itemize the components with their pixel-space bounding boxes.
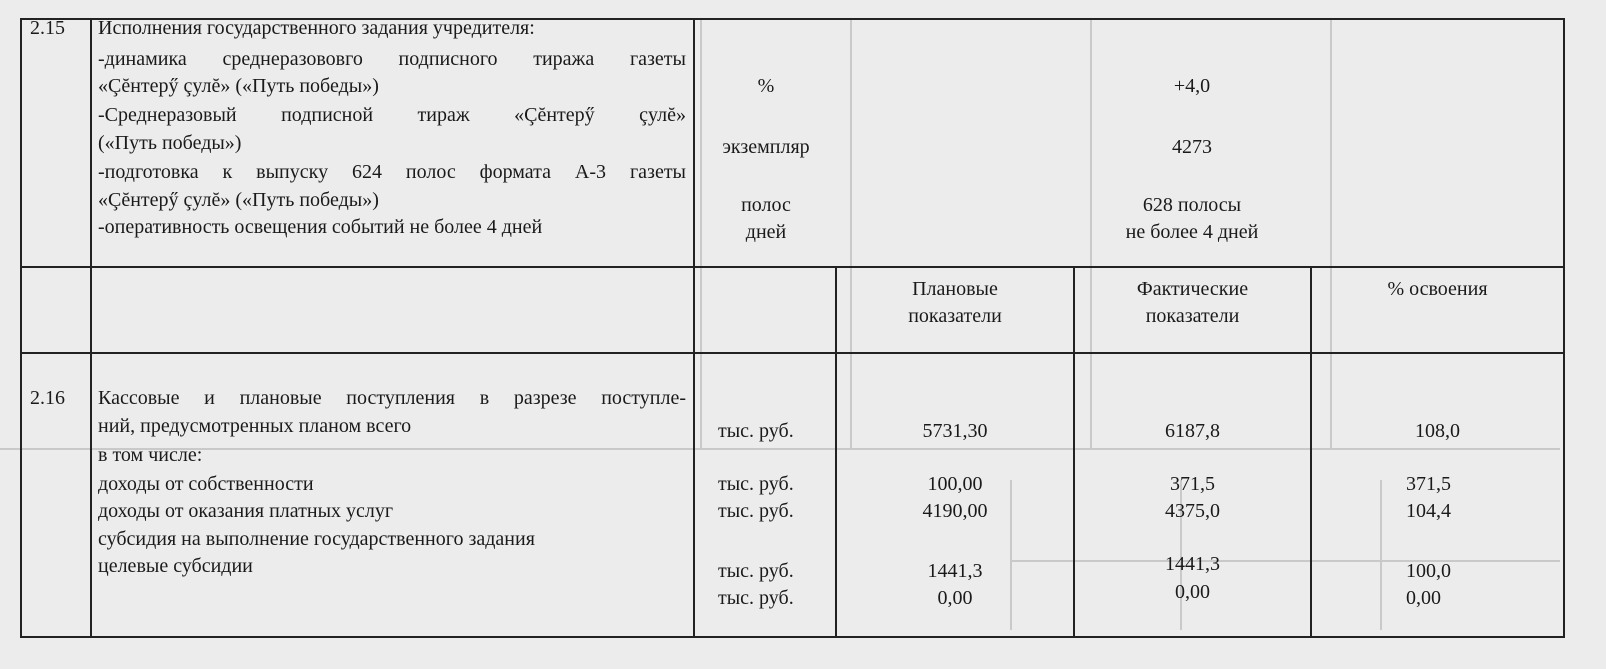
fact-value: 6187,8 <box>1165 420 1220 442</box>
fact-value: 4375,0 <box>1165 500 1220 522</box>
unit-cell: тыс. руб. <box>718 473 794 495</box>
percent-value: 371,5 <box>1406 473 1451 495</box>
plan-value: 5731,30 <box>922 420 988 442</box>
unit-cell: тыс. руб. <box>718 420 794 442</box>
description-line: -оперативность освещения событий не более 4 дней <box>98 216 543 238</box>
description-line: в том числе: <box>98 444 203 466</box>
description-line: доходы от собственности <box>98 473 314 495</box>
description-line: ний, предусмотренных планом всего <box>98 415 412 437</box>
description-line: («Путь победы») <box>98 132 242 154</box>
percent-value: 104,4 <box>1406 500 1451 522</box>
plan-value: 4190,00 <box>922 500 988 522</box>
unit-cell: тыс. руб. <box>718 587 794 609</box>
row-number: 2.15 <box>30 17 65 39</box>
description-line: «Çĕнтерӳ çулĕ» («Путь победы») <box>98 75 379 97</box>
percent-value: 100,0 <box>1406 560 1451 582</box>
plan-value: 1441,3 <box>927 560 983 582</box>
unit-cell: полос <box>741 194 791 216</box>
percent-value: 108,0 <box>1415 420 1460 442</box>
fact-value: 0,00 <box>1175 581 1210 603</box>
unit-cell: тыс. руб. <box>718 560 794 582</box>
unit-cell: % <box>757 75 775 97</box>
description-line: -Среднеразовый подписной тираж «Çĕнтерӳ çулĕ» <box>98 104 686 126</box>
fact-value: 371,5 <box>1170 473 1215 495</box>
value-cell: +4,0 <box>1173 75 1211 97</box>
description-line: доходы от оказания платных услуг <box>98 500 394 522</box>
header-fact: Фактические <box>1136 278 1249 300</box>
value-cell: 4273 <box>1172 136 1212 158</box>
fact-value: 1441,3 <box>1165 553 1220 575</box>
description-line: Кассовые и плановые поступления в разрезе поступле- <box>98 387 686 409</box>
row-number: 2.16 <box>30 387 65 409</box>
description-line: Исполнения государственного задания учредителя: <box>98 17 535 39</box>
percent-value: 0,00 <box>1406 587 1441 609</box>
header-fact: показатели <box>1145 305 1240 327</box>
unit-cell: экземпляр <box>722 136 810 158</box>
header-plan: Плановые <box>912 278 998 300</box>
value-cell: 628 полосы <box>1142 194 1242 216</box>
plan-value: 0,00 <box>937 587 973 609</box>
unit-cell: тыс. руб. <box>718 500 794 522</box>
header-percent: % освоения <box>1387 278 1488 300</box>
header-plan: показатели <box>908 305 1002 327</box>
value-cell: не более 4 дней <box>1125 221 1259 243</box>
description-line: субсидия на выполнение государственного задания <box>98 528 535 550</box>
description-line: -динамика среднеразововго подписного тиража газеты <box>98 48 686 70</box>
description-line: «Çĕнтерӳ çулĕ» («Путь победы») <box>98 189 379 211</box>
plan-value: 100,00 <box>927 473 983 495</box>
description-line: целевые субсидии <box>98 555 253 577</box>
unit-cell: дней <box>745 221 787 243</box>
description-line: -подготовка к выпуску 624 полос формата А-3 газеты <box>98 161 686 183</box>
